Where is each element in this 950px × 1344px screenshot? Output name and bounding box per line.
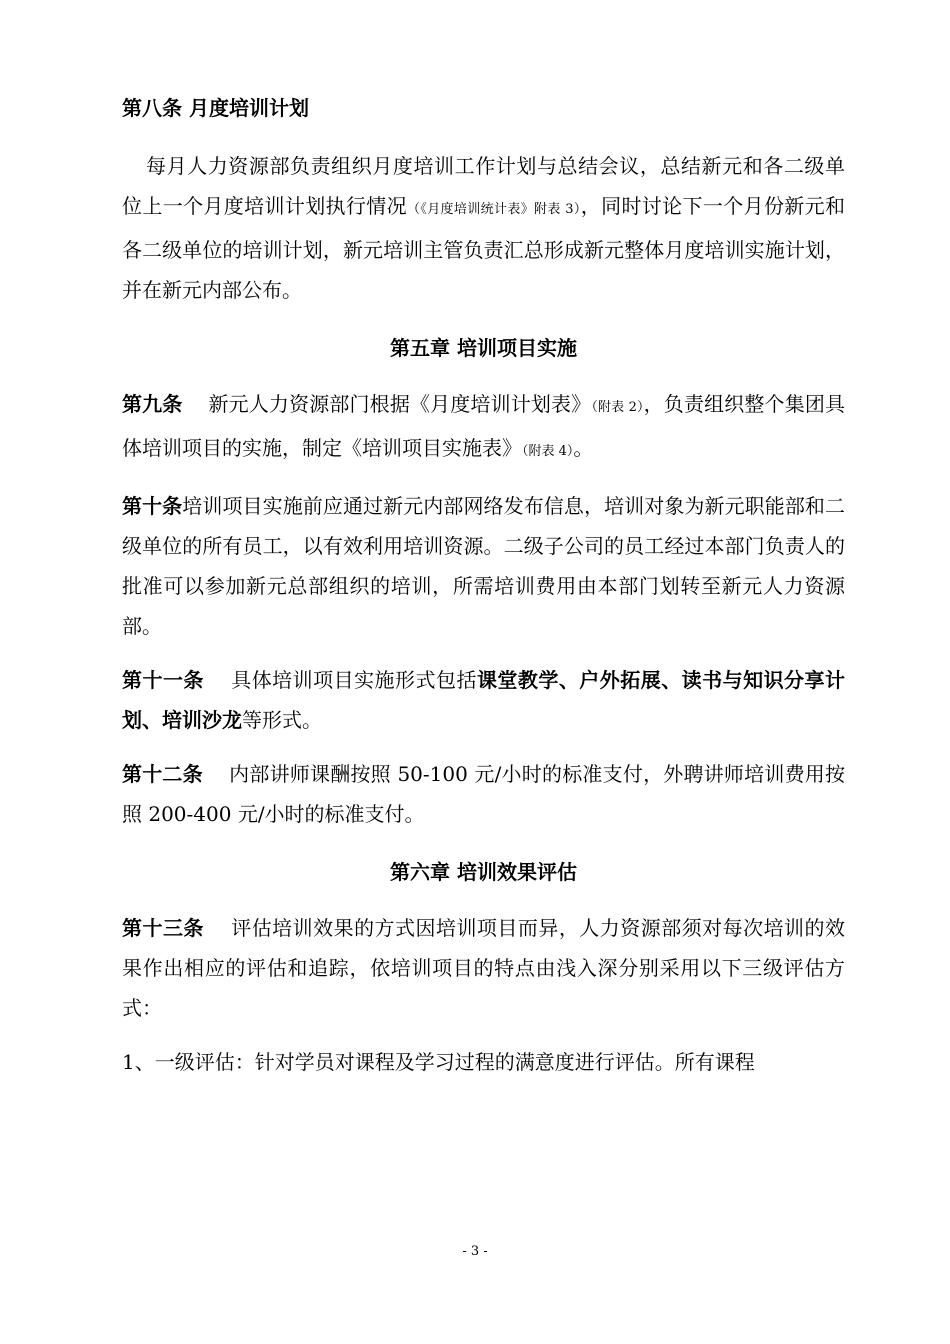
article-13-text: 评估培训效果的方式因培训项目而异，人力资源部须对每次培训的效果作出相应的评估和追踪，依培训项目的特点由浅入深分别采用以下三级评估方式： (122, 916, 845, 1020)
article-9-text-3: 。 (573, 436, 594, 460)
article-8-text-end: ，同时讨论下一个月份新元和各二级单位的培训计划，新元培训主管负责汇总形成新元整体月度培训实施计划，并在新元内部公布。 (122, 194, 846, 302)
document-body (122, 88, 845, 1082)
article-11-text-1: 具体培训项目实施形式包括 (203, 668, 477, 692)
article-8-title: 第八条 月度培训计划 (122, 96, 309, 120)
article-9-text-2: ，负责组织整个集团具体培训项目的实施，制定《培训项目实施表》 (122, 392, 846, 460)
chapter-5-title: 第五章 培训项目实施 (390, 336, 577, 360)
page-number: - 3 - (462, 1244, 488, 1259)
article-12-label: 第十二条 (122, 762, 203, 786)
article-10-paragraph (122, 486, 845, 646)
article-8-note: （《月度培训统计表》附表 3） (406, 202, 581, 217)
article-11-label: 第十一条 (122, 668, 204, 692)
article-12-text: 内部讲师课酬按照 50-100 元/小时的标准支付，外聘讲师培训费用按照 200-400 元/小时的标准支付。 (122, 762, 845, 826)
article-8-text: 每月人力资源部负责组织月度培训工作计划与总结会议，总结新元和各二级单位上一个月度培训计划执行情况 (122, 154, 845, 218)
article-12-paragraph (122, 754, 845, 834)
article-9-note-2: （附表 4） (522, 444, 574, 459)
article-8-paragraph (122, 146, 845, 310)
article-9-note-1: （附表 2） (591, 400, 644, 415)
article-11-text-2: 等形式。 (242, 708, 322, 732)
article-13-paragraph (122, 908, 845, 1028)
article-13-label: 第十三条 (122, 916, 204, 940)
list-item-1: 1、一级评估：针对学员对课程及学习过程的满意度进行评估。所有课程 (122, 1050, 755, 1074)
article-9-label: 第九条 (122, 392, 183, 416)
chapter-6-title: 第六章 培训效果评估 (390, 860, 577, 884)
article-10-text: 培训项目实施前应通过新元内部网络发布信息，培训对象为新元职能部和二级单位的所有员工，以有效利用培训资源。二级子公司的员工经过本部门负责人的批准可以参加新元总部组织的培训，所需培训费用由本部门划转至新元人力资源部。 (122, 494, 846, 638)
article-10-label: 第十条 (122, 494, 183, 518)
article-9-text-1: 新元人力资源部门根据《月度培训计划表》 (182, 392, 592, 416)
article-9-paragraph (122, 384, 845, 472)
article-11-bold-text: 课堂教学、户外拓展、读书与知识分享计划、培训沙龙 (122, 668, 846, 732)
article-11-paragraph (122, 660, 845, 740)
